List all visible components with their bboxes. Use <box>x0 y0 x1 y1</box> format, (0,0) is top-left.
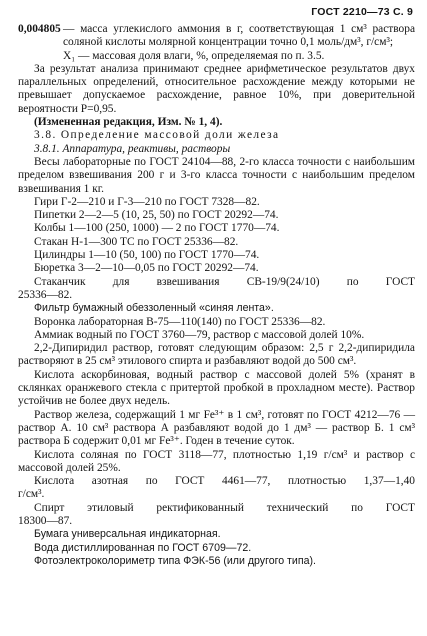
page-header: ГОСТ 2210—73 С. 9 <box>311 6 413 18</box>
cylinders-item: Цилиндры 1—10 (50, 100) по ГОСТ 1770—74. <box>34 249 260 262</box>
ascorbic-item: Кислота аскорбиновая, водный раствор с массовой долей 5% (хранят в склянках оранжевого стекла с притертой пробкой в прохладном месте). Раствор устойчив не более двух недель. <box>18 368 415 408</box>
weights-item: Гири Г-2—210 и Г-3—210 по ГОСТ 7328—82. <box>34 195 260 208</box>
ammonia-item: Аммиак водный по ГОСТ 3760—79, раствор с массовой долей 10%. <box>34 328 365 341</box>
scales-item: Весы лабораторные по ГОСТ 24104—88, 2-го класса точности с наибольшим пределом взвешивания 200 г и 3-го класса точности с наибольшим пределом взвешивания 1 кг. <box>18 155 415 195</box>
section-heading-3-8: 3.8. Определение массовой доли железа <box>34 129 280 142</box>
formula-constant-description: — масса углекислого аммония в г, соответствующая 1 см³ раствора соляной кислоты молярной концентрации точно 0,1 моль/дм³, г/см³; <box>63 23 415 49</box>
funnel-item: Воронка лабораторная В-75—110(140) по ГОСТ 25336—82. <box>34 315 326 328</box>
result-paragraph: За результат анализа принимают среднее арифметическое результатов двух параллельных определений, относительное расхождение между которыми не превышает допускаемое расхождение, равное 10%, при доверительной вероятности P=0,95. <box>18 62 415 115</box>
edition-note: (Измененная редакция, Изм. № 1, 4). <box>34 116 223 129</box>
nitric-item: Кислота азотная по ГОСТ 4461—77, плотностью 1,37—1,40 <box>34 475 415 488</box>
iron-solution-item: Раствор железа, содержащий 1 мг Fe³⁺ в 1 см³, готовят по ГОСТ 4212—76 — раствор А. 10 см³ раствора А разбавляют водой до 1 дм³ — раствор Б. 1 см³ раствора Б содержит 0,01 мг Fe³⁺. Годен в течение суток. <box>18 408 415 448</box>
flasks-item: Колбы 1—100 (250, 1000) — 2 по ГОСТ 1770—74. <box>34 222 280 235</box>
ethanol-item-cont: 18300—87. <box>18 514 73 527</box>
nitric-item-cont: г/см³. <box>18 488 45 501</box>
formula-definition <box>18 23 415 50</box>
weighing-cup-item-cont: 25336—82. <box>18 288 73 301</box>
section-heading-3-8-1: 3.8.1. Аппаратура, реактивы, растворы <box>34 142 231 155</box>
photometer-item: Фотоэлектроколориметр типа ФЭК-56 (или другого типа). <box>34 554 316 567</box>
hcl-item: Кислота соляная по ГОСТ 3118—77, плотностью 1,19 г/см³ и раствор с массовой долей 25%. <box>18 448 415 474</box>
pipettes-item: Пипетки 2—2—5 (10, 25, 50) по ГОСТ 20292—74. <box>34 209 279 222</box>
weighing-cup-item: Стаканчик для взвешивания СВ-19/9(24/10) по ГОСТ <box>34 275 415 288</box>
x1-definition: X₁ — массовая доля влаги, %, определяемая по п. 3.5. <box>63 49 325 62</box>
filter-item: Фильтр бумажный обеззоленный «синяя лента». <box>34 302 274 315</box>
paper-item: Бумага универсальная индикаторная. <box>34 528 221 541</box>
water-item: Вода дистиллированная по ГОСТ 6709—72. <box>34 541 252 554</box>
burette-item: Бюретка 3—2—10—0,05 по ГОСТ 20292—74. <box>34 262 259 275</box>
beaker-item: Стакан Н-1—300 ТС по ГОСТ 25336—82. <box>34 235 239 248</box>
ethanol-item: Спирт этиловый ректификованный технический по ГОСТ <box>34 501 415 514</box>
dipyridyl-item: 2,2-Дипиридил раствор, готовят следующим образом: 2,5 г 2,2-дипиридила растворяют в 25 см³ этилового спирта и разбавляют водой до 500 см³. <box>18 342 415 368</box>
formula-constant: 0,004805 <box>18 23 61 35</box>
